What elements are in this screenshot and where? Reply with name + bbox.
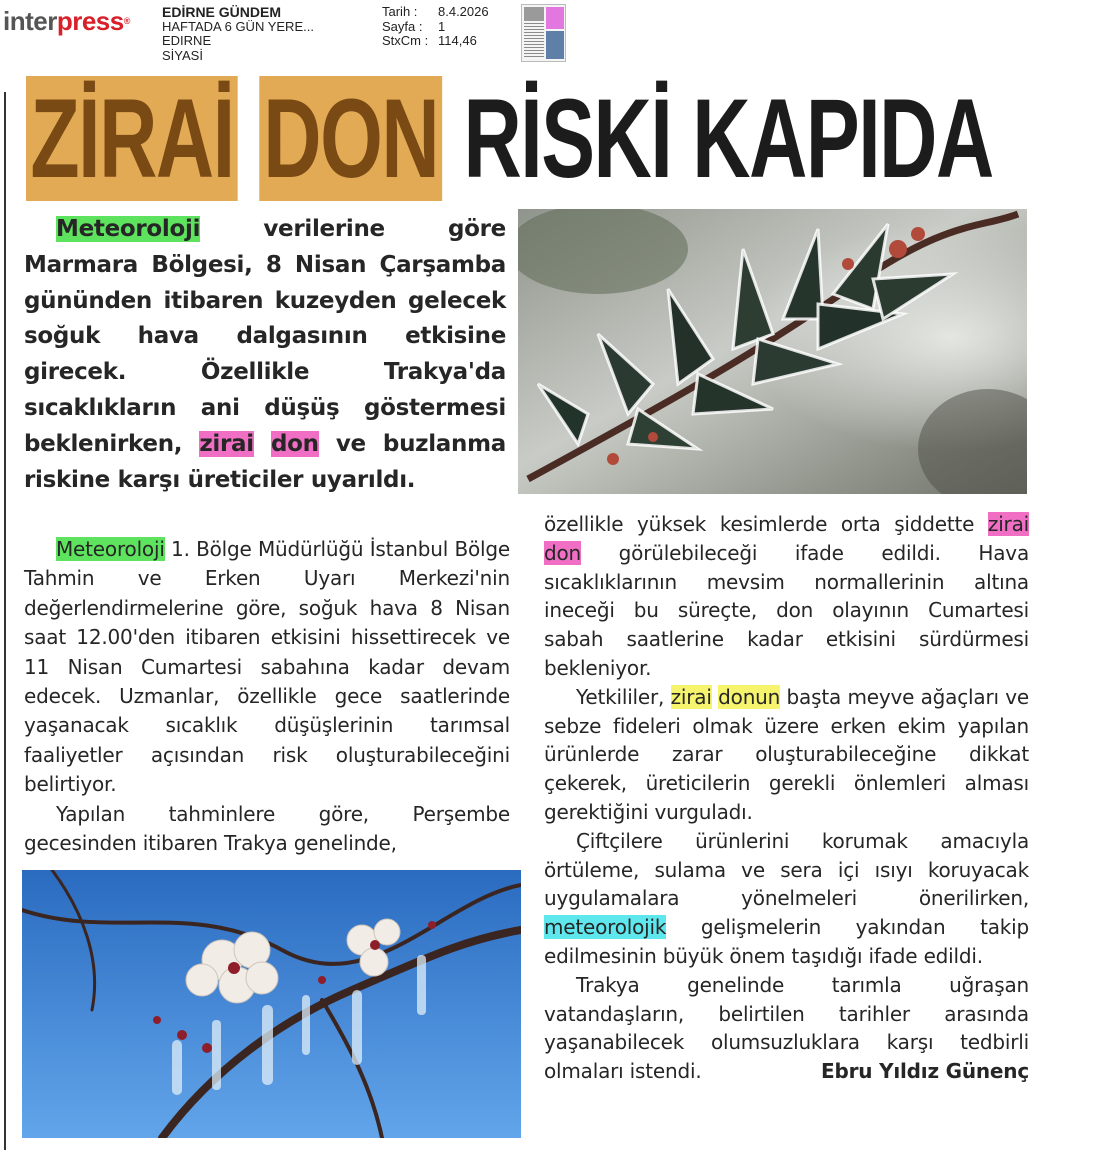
photo-iced-blossoms (22, 870, 521, 1138)
registered-mark: ® (123, 16, 130, 26)
headline (26, 76, 993, 201)
clipping-info (382, 5, 489, 49)
lead-paragraph: Meteoroloji verilerine göre Marmara Bölgesi, 8 Nisan Çarşamba gününden itibaren kuzeyden gelecek soğuk hava dalgasının etkisine girecek. Özellikle Trakya'da sıcaklıkların ani düşüş göstermesi beklenirken, zirai don ve buzlanma riskine karşı üreticiler uyarıldı. (24, 216, 506, 493)
date-value: 8.4.2026 (438, 4, 489, 19)
paragraph: Trakya genelinde tarımla uğraşan vatandaşların, belirtilen tarihler arasında yaşanabilecek olumsuzluklara karşı tedbirli olmaları istendi. Ebru Yıldız Günenç (544, 971, 1029, 1086)
keyword-highlight: Meteoroloji (56, 216, 201, 242)
publication-city: EDIRNE (162, 33, 212, 48)
keyword-highlight: donun (718, 684, 781, 709)
page-value: 1 (438, 18, 446, 34)
headline-word-zirai: ZİRAİ (26, 76, 238, 201)
paragraph: Çiftçilere ürünlerini korumak amacıyla örtüleme, sulama ve sera içi ısıyı koruyacak uygulamalara yönelmeleri önerilirken, meteorolojik gelişmelerin yakından takip edilmesinin büyük önem taşıdığı ifade edildi. (544, 828, 1029, 968)
interpress-logo: interpress® (3, 6, 130, 36)
paragraph: Yetkililer, zirai donun başta meyve ağaçları ve sebze fideleri olmak üzere erken ekim yapılan ürünlerde zarar oluşturabileceğine dikkat çekerek, üreticilerin gerekli önlemleri alması gerektiğini vurguladı. (544, 684, 1029, 824)
size-value: 114,46 (438, 33, 477, 48)
date-label: Tarih : (382, 4, 418, 19)
paragraph: Yapılan tahminlere göre, Perşembe gecesinden itibaren Trakya genelinde, (24, 801, 510, 856)
keyword-highlight: zirai (987, 512, 1029, 536)
keyword-highlight: zirai (199, 430, 254, 457)
size-label: StxCm : (382, 33, 429, 48)
keyword-highlight: meteorolojik (544, 915, 667, 940)
body-column-right (544, 510, 1029, 1086)
publication-frequency: HAFTADA 6 GÜN YERE... (162, 18, 314, 34)
keyword-highlight: don (270, 430, 319, 457)
publication-info (162, 5, 314, 63)
keyword-highlight: don (544, 540, 582, 565)
body-column-left (24, 535, 510, 858)
column-rule (4, 92, 6, 1150)
page-thumbnail[interactable] (521, 4, 566, 62)
page-label: Sayfa : (382, 18, 423, 34)
photo-frosted-leaves (518, 209, 1027, 494)
headline-rest: RİSKİ KAPIDA (463, 76, 993, 201)
keyword-highlight: Meteoroloji (56, 537, 165, 561)
publication-category: SİYASİ (162, 47, 203, 63)
keyword-highlight: zirai (670, 684, 712, 709)
publication-name: EDİRNE GÜNDEM (162, 4, 282, 20)
author-byline: Ebru Yıldız Günenç (821, 1059, 1029, 1084)
paragraph: özellikle yüksek kesimlerde orta şiddette zirai don görülebileceği ifade edildi. Hava sıcaklıklarının mevsim normallerinin altına ineceği bu süreçte, don olayının Cumartesi sabah saatlerine kadar etkisini sürdürmesi bekleniyor. (544, 512, 1029, 680)
paragraph: Meteoroloji 1. Bölge Müdürlüğü İstanbul Bölge Tahmin ve Erken Uyarı Merkezi'nin değerlendirmelerine göre, soğuk hava 8 Nisan saat 12.00'den itibaren etkisini hissettirecek ve 11 Nisan Cumartesi sabahına kadar devam edecek. Uzmanlar, özellikle gece saatlerinde yaşanacak sıcaklık düşüşlerinin tarımsal faaliyetler açısından risk oluşturabileceğini belirtiyor. (24, 537, 510, 797)
headline-word-don: DON (259, 76, 443, 201)
